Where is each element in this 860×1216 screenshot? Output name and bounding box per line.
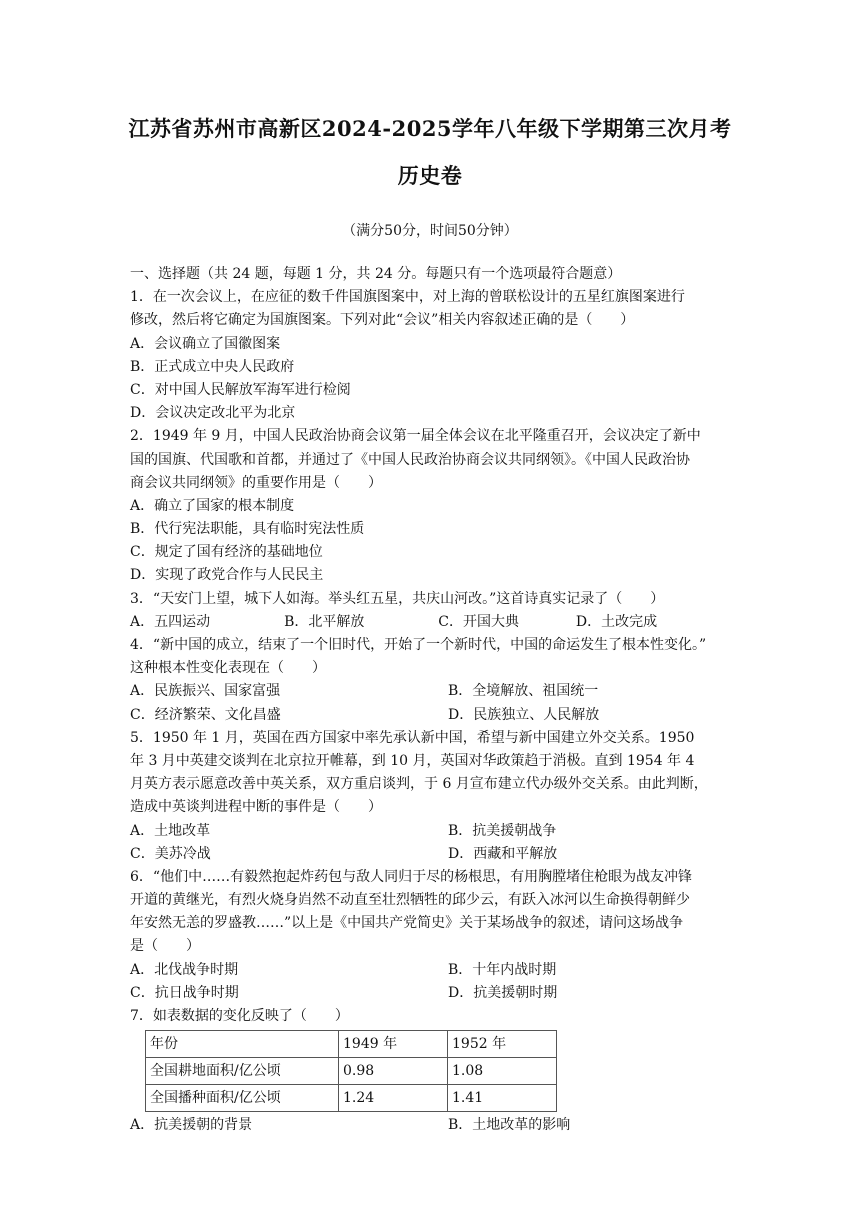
option-d: D．实现了政党合作与人民民主 bbox=[130, 567, 324, 584]
table-cell: 年份 bbox=[146, 1031, 339, 1058]
question-3 bbox=[130, 588, 730, 634]
option-c: C．开国大典 bbox=[438, 613, 519, 630]
question-stem-line: 2．1949 年 9 月，中国人民政治协商会议第一届全体会议在北平隆重召开，会议决定了新中 bbox=[130, 428, 701, 445]
table-cell: 0.98 bbox=[339, 1058, 448, 1085]
option-d: D．民族独立、人民解放 bbox=[448, 706, 600, 723]
option-d: D．抗美援朝时期 bbox=[448, 984, 558, 1001]
option-d: D．土改完成 bbox=[575, 613, 658, 630]
table-cell: 1949 年 bbox=[339, 1031, 448, 1058]
options-row bbox=[130, 820, 730, 843]
option-d: D．西藏和平解放 bbox=[448, 845, 558, 862]
question-1 bbox=[130, 286, 730, 425]
options-row bbox=[130, 843, 730, 866]
option-b: B．十年内战时期 bbox=[448, 961, 557, 978]
options-row bbox=[130, 680, 730, 703]
option-a: A．会议确立了国徽图案 bbox=[130, 335, 281, 352]
table-cell: 1.08 bbox=[448, 1058, 557, 1085]
data-table bbox=[145, 1030, 557, 1112]
question-stem-line: 6．“他们中……有毅然抱起炸药包与敌人同归于尽的杨根思，有用胸膛堵住枪眼为战友冲锋 bbox=[130, 868, 693, 885]
question-6 bbox=[130, 866, 730, 1005]
option-a: A．确立了国家的根本制度 bbox=[130, 497, 295, 514]
table-cell: 1.41 bbox=[448, 1085, 557, 1112]
table-row bbox=[146, 1085, 557, 1112]
options-row bbox=[130, 959, 730, 982]
options-row bbox=[130, 1114, 730, 1137]
table-row bbox=[146, 1058, 557, 1085]
option-c: C．规定了国有经济的基础地位 bbox=[130, 544, 323, 561]
option-a: A．民族振兴、国家富强 bbox=[130, 683, 281, 700]
question-stem-line: 1．在一次会议上，在应征的数千件国旗图案中，对上海的曾联松设计的五星红旗图案进行 bbox=[130, 289, 685, 306]
option-b: B．全境解放、祖国统一 bbox=[448, 683, 599, 700]
option-a: A．土地改革 bbox=[130, 822, 211, 839]
section-heading: 一、选择题（共 24 题，每题 1 分，共 24 分。每题只有一个选项最符合题意） bbox=[130, 266, 622, 282]
question-4 bbox=[130, 634, 730, 727]
question-stem-line: 是（ ） bbox=[130, 938, 200, 955]
question-stem-line: 5．1950 年 1 月，英国在西方国家中率先承认新中国，希望与新中国建立外交关系。1950 bbox=[130, 729, 695, 746]
table-cell: 1.24 bbox=[339, 1085, 448, 1112]
table-cell: 全国耕地面积/亿公顷 bbox=[146, 1058, 339, 1085]
option-b: B．代行宪法职能，具有临时宪法性质 bbox=[130, 521, 365, 538]
option-a: A．五四运动 bbox=[130, 613, 211, 630]
option-c: C．抗日战争时期 bbox=[130, 984, 239, 1001]
question-stem-line: 开道的黄继光，有烈火烧身岿然不动直至壮烈牺牲的邱少云，有跃入冰河以生命换得朝鲜少 bbox=[130, 892, 690, 909]
exam-title: 江苏省苏州市高新区2024-2025学年八年级下学期第三次月考 bbox=[128, 116, 732, 141]
option-d: D．会议决定改北平为北京 bbox=[130, 405, 296, 422]
option-c: C．经济繁荣、文化昌盛 bbox=[130, 706, 281, 723]
option-c: C．对中国人民解放军海军进行检阅 bbox=[130, 381, 351, 398]
option-c: C．美苏冷战 bbox=[130, 845, 211, 862]
question-7 bbox=[130, 1005, 730, 1137]
question-stem-line: 3．“天安门上望，城下人如海。举头红五星，共庆山河改。”这首诗真实记录了（ ） bbox=[130, 590, 665, 607]
question-stem-line: 商会议共同纲领》的重要作用是（ ） bbox=[130, 474, 382, 491]
question-stem-line: 这种根本性变化表现在（ ） bbox=[130, 660, 326, 677]
table-cell: 1952 年 bbox=[448, 1031, 557, 1058]
question-stem-line: 年安然无恙的罗盛教……”以上是《中国共产党简史》关于某场战争的叙述，请问这场战争 bbox=[130, 915, 684, 932]
options-row bbox=[130, 704, 730, 727]
options-row bbox=[130, 982, 730, 1005]
option-b: B．抗美援朝战争 bbox=[448, 822, 557, 839]
exam-subject: 历史卷 bbox=[397, 163, 463, 188]
option-b: B．土地改革的影响 bbox=[448, 1117, 571, 1134]
exam-time-note: （满分50分，时间50分钟） bbox=[342, 223, 518, 239]
exam-content bbox=[130, 263, 730, 1137]
question-stem-line: 月英方表示愿意改善中英关系，双方重启谈判，于 6 月宣布建立代办级外交关系。由此判断， bbox=[130, 776, 708, 793]
options-row bbox=[130, 611, 730, 634]
table-row bbox=[146, 1031, 557, 1058]
question-stem-line: 造成中英谈判进程中断的事件是（ ） bbox=[130, 799, 382, 816]
question-stem-line: 修改，然后将它确定为国旗图案。下列对此“会议”相关内容叙述正确的是（ ） bbox=[130, 312, 635, 329]
question-2 bbox=[130, 425, 730, 587]
option-b: B．北平解放 bbox=[284, 613, 365, 630]
question-stem-line: 7．如表数据的变化反映了（ ） bbox=[130, 1008, 349, 1024]
question-stem-line: 国的国旗、代国歌和首都，并通过了《中国人民政治协商会议共同纲领》。《中国人民政治协 bbox=[130, 451, 690, 468]
option-a: A．抗美援朝的背景 bbox=[130, 1117, 253, 1134]
option-a: A．北伐战争时期 bbox=[130, 961, 239, 978]
option-b: B．正式成立中央人民政府 bbox=[130, 358, 295, 375]
question-stem-line: 年 3 月中英建交谈判在北京拉开帷幕，到 10 月，英国对华政策趋于消极。直到 1954 年 4 bbox=[130, 752, 695, 769]
question-5 bbox=[130, 727, 730, 866]
question-stem-line: 4．“新中国的成立，结束了一个旧时代，开始了一个新时代，中国的命运发生了根本性变化。” bbox=[130, 637, 707, 653]
table-cell: 全国播种面积/亿公顷 bbox=[146, 1085, 339, 1112]
